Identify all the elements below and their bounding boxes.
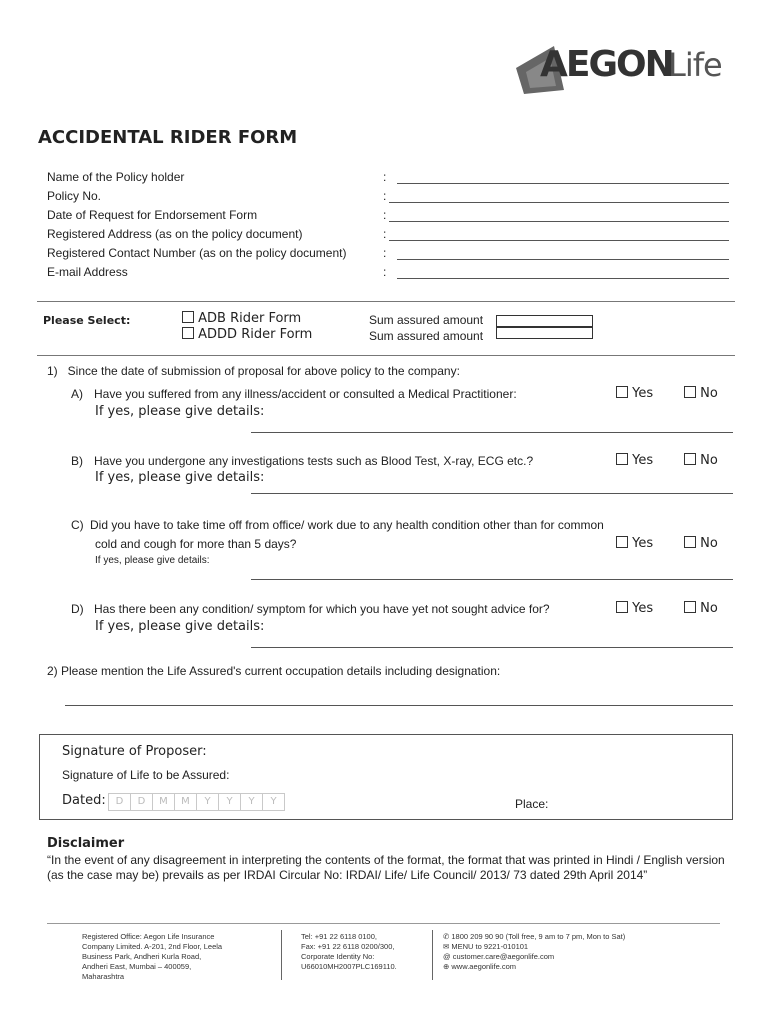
q1c-letter: C): [71, 518, 84, 532]
field-row: [47, 265, 737, 284]
footer-divider: [47, 923, 720, 924]
disclaimer-heading: Disclaimer: [47, 836, 125, 851]
q1a-details-line[interactable]: [251, 432, 733, 433]
field-input-line[interactable]: [397, 183, 729, 184]
yes-label: Yes: [632, 453, 654, 468]
footer-support-line: [443, 962, 713, 972]
no-label: No: [700, 453, 718, 468]
sms-icon: ✉: [443, 942, 450, 951]
footer-contact-line: Tel: +91 22 6118 0100,: [301, 932, 377, 941]
q1c-text: Did you have to take time off from office/ work due to any health condition other than for common: [90, 518, 604, 532]
sms-text: MENU to 9221-010101: [451, 942, 529, 951]
q1c-details-line[interactable]: [251, 579, 733, 580]
q2-text: 2) Please mention the Life Assured's current occupation details including designation:: [47, 664, 501, 678]
addd-sum-input[interactable]: [496, 327, 593, 339]
date-box-y4[interactable]: Y: [262, 793, 285, 811]
q1b-no-checkbox[interactable]: [684, 453, 696, 465]
field-label: Registered Address (as on the policy document): [47, 227, 303, 241]
date-box-m2[interactable]: M: [174, 793, 197, 811]
company-logo: [516, 38, 736, 94]
q1d-details-label: If yes, please give details:: [95, 619, 265, 634]
field-colon: :: [383, 170, 387, 184]
q1a-yes[interactable]: [616, 386, 653, 401]
footer-contact: [301, 932, 426, 972]
footer-support: [443, 932, 713, 972]
section-divider: [37, 355, 735, 356]
q1b-no[interactable]: [684, 453, 718, 468]
place-label: Place:: [515, 797, 549, 811]
date-box-y1[interactable]: Y: [196, 793, 219, 811]
field-colon: :: [383, 265, 387, 279]
footer-separator: [432, 930, 433, 980]
field-label: E-mail Address: [47, 265, 128, 279]
footer-contact-line: Fax: +91 22 6118 0200/300,: [301, 942, 395, 951]
footer-separator: [281, 930, 282, 980]
email-link[interactable]: customer.care@aegonlife.com: [452, 952, 555, 961]
field-label: Date of Request for Endorsement Form: [47, 208, 258, 222]
footer-address-line: Company Limited. A-201, 2nd Floor, Leela: [82, 942, 223, 951]
q1a-details-label: If yes, please give details:: [95, 404, 265, 419]
field-row: [47, 246, 737, 265]
q1b-details-label: If yes, please give details:: [95, 470, 265, 485]
q1d-details-line[interactable]: [251, 647, 733, 648]
adb-option-label: ADB Rider Form: [198, 311, 302, 326]
q1a-letter: A): [71, 387, 83, 401]
date-input[interactable]: [108, 789, 284, 811]
q1d-letter: D): [71, 602, 84, 616]
assured-signature-label: Signature of Life to be Assured:: [62, 768, 230, 782]
field-colon: :: [383, 246, 387, 260]
field-label: Policy No.: [47, 189, 102, 203]
footer-address-line: Business Park, Andheri Kurla Road,: [82, 952, 202, 961]
footer-support-line: [443, 932, 713, 942]
field-row: [47, 170, 737, 189]
logo-text-life: Life: [668, 46, 722, 84]
yes-label: Yes: [632, 601, 654, 616]
field-label: Name of the Policy holder: [47, 170, 185, 184]
q1d-no[interactable]: [684, 601, 718, 616]
field-row: [47, 227, 737, 246]
footer-contact-line: Corporate Identity No:: [301, 952, 375, 961]
logo-text-aegon: AEGON: [540, 44, 673, 85]
date-box-y3[interactable]: Y: [240, 793, 263, 811]
toll-free-text: 1800 209 90 90 (Toll free, 9 am to 7 pm, Mon to Sat): [451, 932, 626, 941]
q1b-yes-checkbox[interactable]: [616, 453, 628, 465]
addd-checkbox[interactable]: [182, 327, 194, 339]
q1c-no[interactable]: [684, 536, 718, 551]
no-label: No: [700, 536, 718, 551]
q1b-details-line[interactable]: [251, 493, 733, 494]
footer-contact-line: U66010MH2007PLC169110.: [301, 962, 397, 971]
footer-address-line: Registered Office: Aegon Life Insurance: [82, 932, 215, 941]
section-divider: [37, 301, 735, 302]
q1d-no-checkbox[interactable]: [684, 601, 696, 613]
adb-checkbox[interactable]: [182, 311, 194, 323]
q1a-no[interactable]: [684, 386, 718, 401]
field-input-line[interactable]: [397, 278, 729, 279]
q1d-text: Has there been any condition/ symptom for which you have yet not sought advice for?: [94, 602, 550, 616]
q1d-yes-checkbox[interactable]: [616, 601, 628, 613]
q1d-yes[interactable]: [616, 601, 653, 616]
email-icon: @: [443, 952, 451, 961]
footer-support-line: [443, 942, 713, 952]
q1c-yes-checkbox[interactable]: [616, 536, 628, 548]
disclaimer-text: “In the event of any disagreement in interpreting the contents of the format, the format that was printed in Hindi / English version (as the case may be) prevails as per IRDAI Circular No: IRDAI/ Life/ Life Council/ 2013/ 73 dated 29th April 2014”: [47, 853, 725, 882]
yes-label: Yes: [632, 386, 654, 401]
yes-label: Yes: [632, 536, 654, 551]
field-colon: :: [383, 208, 387, 222]
proposer-signature-label: Signature of Proposer:: [62, 744, 207, 759]
field-colon: :: [383, 189, 387, 203]
field-input-line[interactable]: [397, 259, 729, 260]
website-link[interactable]: www.aegonlife.com: [451, 962, 517, 971]
adb-sum-label: Sum assured amount: [369, 313, 484, 327]
date-box-d1[interactable]: D: [108, 793, 131, 811]
field-row: [47, 208, 737, 227]
q1b-letter: B): [71, 454, 83, 468]
q1a-text: Have you suffered from any illness/accident or consulted a Medical Practitioner:: [94, 387, 517, 401]
q1c-details-label: If yes, please give details:: [95, 555, 210, 566]
footer-address: [82, 932, 272, 982]
date-box-y2[interactable]: Y: [218, 793, 241, 811]
q1-intro: 1) Since the date of submission of proposal for above policy to the company:: [47, 364, 460, 378]
field-row: [47, 189, 737, 208]
footer-address-line: Andheri East, Mumbai – 400059,: [82, 962, 192, 971]
adb-sum-input[interactable]: [496, 315, 593, 327]
q1a-no-checkbox[interactable]: [684, 386, 696, 398]
phone-icon: ✆: [443, 932, 450, 941]
field-input-line[interactable]: [389, 240, 729, 241]
q1a-yes-checkbox[interactable]: [616, 386, 628, 398]
no-label: No: [700, 601, 718, 616]
signature-box: [39, 734, 733, 820]
q1b-yes[interactable]: [616, 453, 653, 468]
field-input-line[interactable]: [389, 221, 729, 222]
field-label: Registered Contact Number (as on the policy document): [47, 246, 347, 260]
please-select-label: Please Select:: [43, 314, 131, 327]
addd-option-label: ADDD Rider Form: [198, 327, 313, 342]
field-colon: :: [383, 227, 387, 241]
q1c-no-checkbox[interactable]: [684, 536, 696, 548]
addd-sum-label: Sum assured amount: [369, 329, 484, 343]
addd-option[interactable]: [182, 327, 312, 342]
q1b-text: Have you undergone any investigations tests such as Blood Test, X-ray, ECG etc.?: [94, 454, 534, 468]
field-input-line[interactable]: [389, 202, 729, 203]
date-box-m1[interactable]: M: [152, 793, 175, 811]
q2-details-line[interactable]: [65, 705, 733, 706]
footer-address-line: Maharashtra: [82, 972, 125, 981]
no-label: No: [700, 386, 718, 401]
globe-icon: ⊕: [443, 962, 450, 971]
adb-option[interactable]: [182, 311, 301, 326]
dated-label: Dated:: [62, 793, 106, 808]
page-title: ACCIDENTAL RIDER FORM: [38, 127, 298, 148]
q1c-text-2: cold and cough for more than 5 days?: [95, 537, 297, 551]
footer-support-line: [443, 952, 713, 962]
date-box-d2[interactable]: D: [130, 793, 153, 811]
q1c-yes[interactable]: [616, 536, 653, 551]
